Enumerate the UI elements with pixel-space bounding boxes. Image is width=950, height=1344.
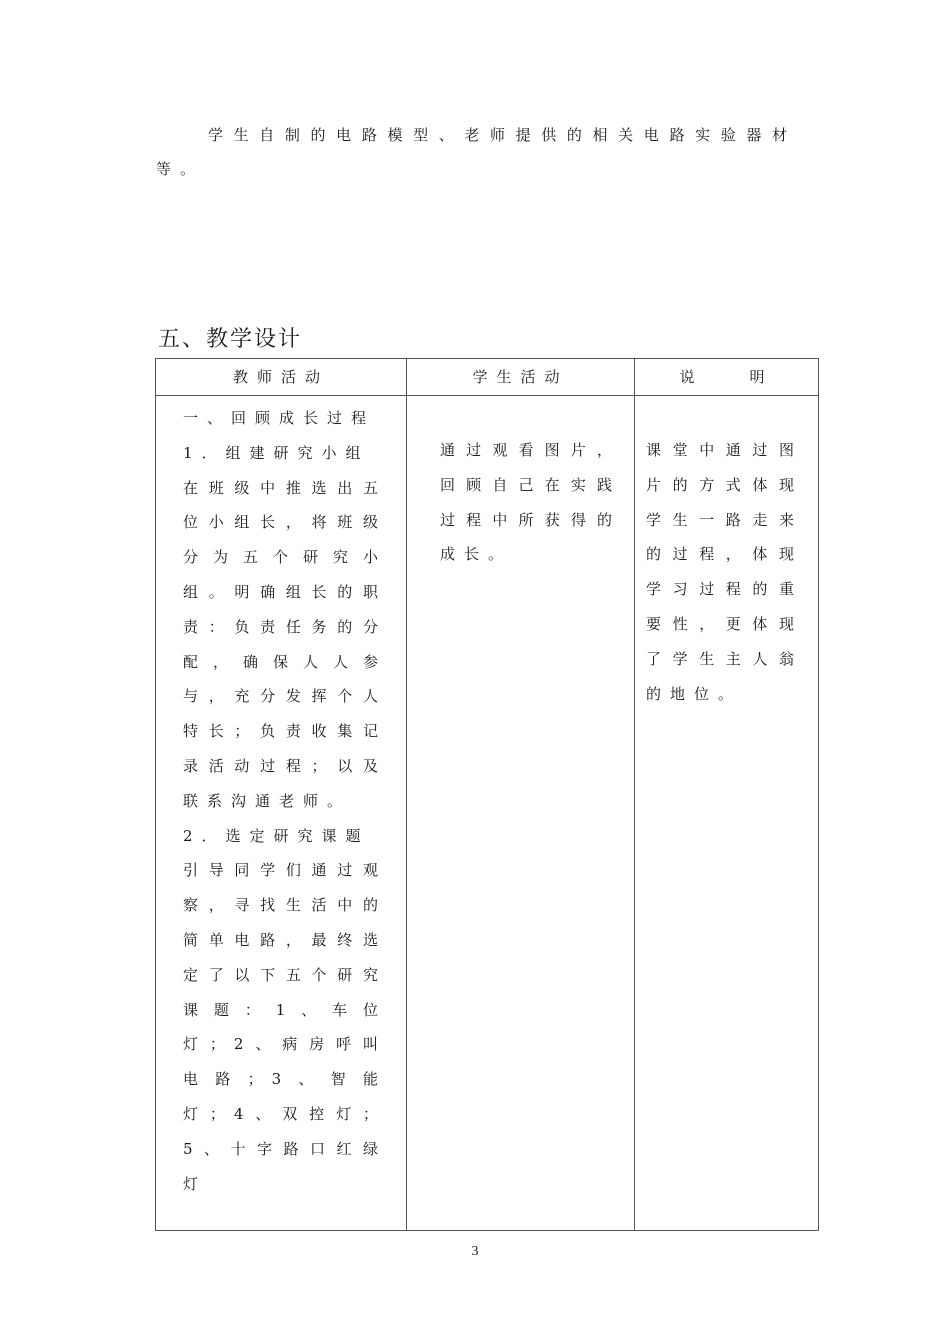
student-activity-cell	[407, 396, 635, 1231]
teaching-design-table	[155, 358, 819, 1231]
notes-cell	[635, 396, 819, 1231]
intro-paragraph: 学生自制的电路模型、老师提供的相关电路实验器材等。	[156, 126, 796, 178]
table-row	[156, 396, 819, 1231]
header-notes-part2: 明	[749, 368, 774, 386]
teacher-line: 1．组建研究小组	[183, 443, 370, 462]
teacher-line: 一、回顾成长过程	[183, 409, 376, 427]
teacher-line: 引导同学们通过观察，寻找生活中的简单电路，最终选定了以下五个研究课题：1、车位灯；2、病房呼叫电路；3、智能灯；4、双控灯；5、十字路口红绿灯	[183, 861, 387, 1193]
table-header-row	[156, 359, 819, 396]
header-teacher-activity: 教师活动	[156, 359, 407, 396]
student-activity-text: 通过观看图片，回顾自己在实践过程中所获得的成长。	[440, 441, 621, 564]
teacher-activity-cell	[156, 396, 407, 1231]
header-notes-part1: 说	[679, 368, 704, 386]
notes-text: 课堂中通过图片的方式体现学生一路走来的过程，体现学习过程的重要性，更体现了学生主人翁的地位。	[646, 441, 803, 703]
header-notes	[635, 359, 819, 396]
header-student-activity: 学生活动	[407, 359, 635, 396]
page-number: 3	[471, 1244, 479, 1259]
teacher-line: 2．选定研究课题	[183, 826, 370, 845]
section-title: 五、教学设计	[158, 327, 303, 352]
teacher-line: 在班级中推选出五位小组长，将班级分为五个研究小组。明确组长的职责：负责任务的分配，确保人人参与，充分发挥个人特长；负责收集记录活动过程；以及联系沟通老师。	[183, 478, 387, 810]
